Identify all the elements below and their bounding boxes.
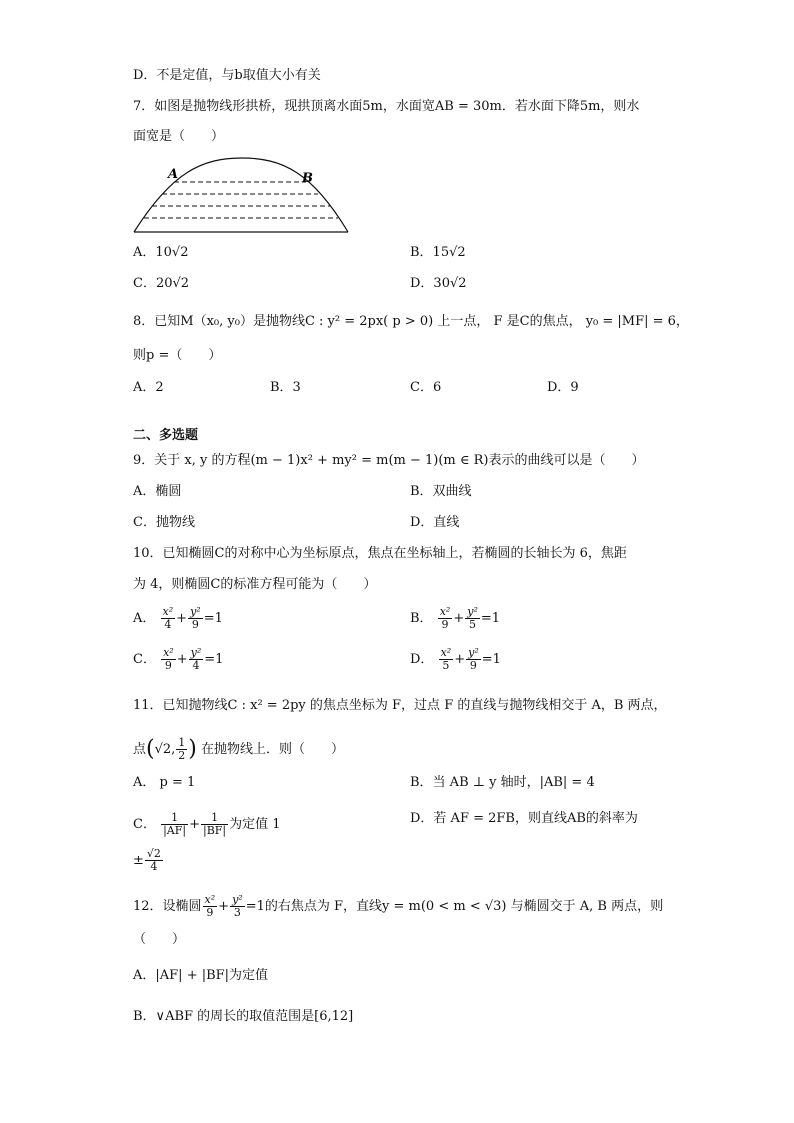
q7-option-c: C．20√2 <box>133 276 190 291</box>
q9-stem: 9．关于 x, y 的方程(m − 1)x² + my² = m(m − 1)(m ∈ R)表示的曲线可以是（ ） <box>133 453 645 468</box>
q11-option-a: A． p = 1 <box>133 775 196 790</box>
q7-stem-line1: 7．如图是抛物线形拱桥，现拱顶离水面5m，水面宽AB = 30m．若水面下降5m，则水 <box>133 99 640 114</box>
q9-option-d: D．直线 <box>410 515 460 530</box>
q11-stem-line2: 点(√2, $\frac{1}{2}$ ) 在抛物线上．则（ ） <box>133 736 345 762</box>
q6-option-d: D．不是定值，与b取值大小有关 <box>133 68 321 83</box>
q9-option-a: A．椭圆 <box>133 484 182 499</box>
q8-stem-line2: 则p =（ ） <box>133 348 222 363</box>
q8-option-c: C．6 <box>410 380 442 395</box>
q8-option-b: B．3 <box>270 380 301 395</box>
q7-option-b: B．15√2 <box>410 245 466 260</box>
arch-curve <box>134 158 348 232</box>
q9-option-c: C．抛物线 <box>133 515 195 530</box>
q8-option-a: A．2 <box>133 380 164 395</box>
point-a-label: A <box>168 167 179 182</box>
q8-stem-line1: 8．已知M（x₀, y₀）是抛物线C : y² = 2px( p > 0) 上一点， F 是C的焦点， y₀ = |MF| = 6， <box>133 314 689 329</box>
q7-option-d: D．30√2 <box>410 276 467 291</box>
q11-option-c: C． $\frac{1}{|AF|}$ + $\frac{1}{|BF|}$ 为定值 1 <box>133 811 281 837</box>
q12-option-a: A．|AF| + |BF|为定值 <box>133 968 269 983</box>
q9-option-b: B．双曲线 <box>410 484 472 499</box>
q10-option-b: B． $\frac{\text{x²}}{9}$ + $\frac{\text{y²}}{5}$ =1 <box>410 605 501 631</box>
arch-bridge-figure <box>132 152 352 234</box>
q11-option-b: B．当 AB ⊥ y 轴时，|AB| = 4 <box>410 775 595 790</box>
q7-option-a: A．10√2 <box>133 245 189 260</box>
q11-option-d-slope: ± $\frac{√2}{4}$ <box>133 847 161 873</box>
q10-option-d: D． $\frac{\text{x²}}{5}$ + $\frac{\text{y²}}{9}$ =1 <box>410 646 501 672</box>
q12-option-b: B．∨ABF 的周长的取值范围是[6,12] <box>133 1009 354 1024</box>
q11-option-d: D．若 AF = 2FB，则直线AB的斜率为 <box>410 811 638 826</box>
q10-option-a: A． $\frac{\text{x²}}{4}$ + $\frac{\text{y²}}{9}$ =1 <box>133 605 223 631</box>
q10-option-c: C． $\frac{\text{x²}}{9}$ + $\frac{\text{y²}}{4}$ =1 <box>133 646 224 672</box>
q12-stem-line2: （ ） <box>133 932 186 947</box>
q7-stem-line2: 面宽是（ ） <box>133 129 225 144</box>
q8-option-d: D．9 <box>547 380 579 395</box>
section-heading-multi-choice: 二、多选题 <box>133 428 199 443</box>
q10-stem-line2: 为 4，则椭圆C的标准方程可能为（ ） <box>133 577 377 592</box>
point-b-label: B <box>302 171 313 186</box>
q10-stem-line1: 10．已知椭圆C的对称中心为坐标原点，焦点在坐标轴上，若椭圆的长轴长为 6，焦距 <box>133 546 627 561</box>
q11-stem-line1: 11．已知抛物线C : x² = 2py 的焦点坐标为 F，过点 F 的直线与抛物线相交于 A，B 两点， <box>133 698 667 713</box>
q12-stem-line1: 12．设椭圆 $\frac{\text{x²}}{9}$ + $\frac{\text{y²}}{3}$ =1的右焦点为 F，直线y = m(0 < m < √3) 与椭圆交于 A, B 两点，则 <box>133 893 664 919</box>
